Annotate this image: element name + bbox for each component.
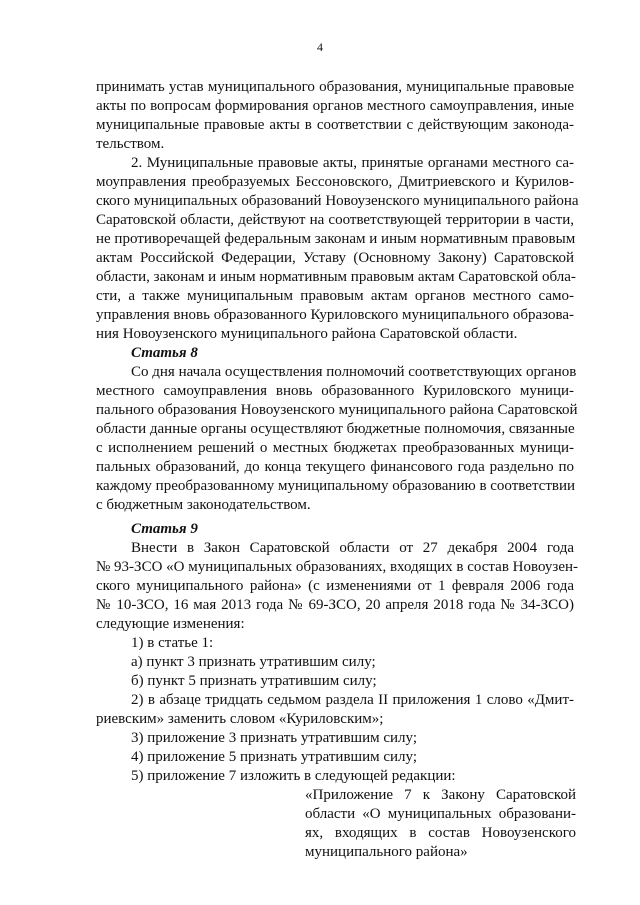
text-line: ского муниципального района» (с изменениями от 1 февраля 2006 года bbox=[96, 578, 574, 594]
text-line: Саратовской области, действуют на соответствующей территории в части, bbox=[96, 212, 574, 228]
text-line: области данные органы осуществляют бюджетные полномочия, связанные bbox=[96, 421, 575, 437]
text-line: пальных образований, до конца текущего финансового года раздельно по bbox=[96, 459, 574, 475]
article-9-heading: Статья 9 bbox=[131, 521, 198, 537]
text-line: моуправления преобразуемых Бессоновского, Дмитриевского и Курилов- bbox=[96, 174, 574, 190]
list-item: а) пункт 3 признать утратившим силу; bbox=[131, 654, 376, 670]
text-line: местного самоуправления вновь образованного Куриловского муници- bbox=[96, 383, 574, 399]
text-line: области, законам и иным нормативным правовым актам Саратовской обла- bbox=[96, 269, 576, 285]
list-item: 4) приложение 5 признать утратившим силу; bbox=[131, 749, 418, 765]
text-line: не противоречащей федеральным законам и иным нормативным правовым bbox=[96, 231, 576, 247]
text-line: управления вновь образованного Куриловского муниципального образова- bbox=[96, 307, 575, 323]
text-line: № 93-ЗСО «О муниципальных образованиях, входящих в состав Новоузен- bbox=[96, 559, 578, 575]
list-item: 5) приложение 7 изложить в следующей редакции: bbox=[131, 768, 456, 784]
text-line: № 10-ЗСО, 16 мая 2013 года № 69-ЗСО, 20 апреля 2018 года № 34-ЗСО) bbox=[96, 597, 574, 613]
appendix-quote-line: «Приложение 7 к Закону Саратовской bbox=[305, 787, 576, 803]
list-item: 3) приложение 3 признать утратившим силу; bbox=[131, 730, 418, 746]
list-item: б) пункт 5 признать утратившим силу; bbox=[131, 673, 377, 689]
text-line: следующие изменения: bbox=[96, 616, 245, 632]
text-line: каждому преобразованному муниципальному образованию в соответствии bbox=[96, 478, 576, 494]
text-line: ния Новоузенского муниципального района Саратовской области. bbox=[96, 326, 518, 342]
list-item: 2) в абзаце тридцать седьмом раздела II приложения 1 слово «Дмит- bbox=[131, 692, 574, 708]
list-item: риевским» заменить словом «Куриловским»; bbox=[96, 711, 384, 727]
text-line: с бюджетным законодательством. bbox=[96, 497, 311, 513]
text-line: пального образования Новоузенского муниципального района Саратовской bbox=[96, 402, 578, 418]
appendix-quote-line: области «О муниципальных образовани- bbox=[305, 806, 576, 822]
list-item: 1) в статье 1: bbox=[131, 635, 214, 651]
text-line: муниципальные правовые акты в соответствии с действующим законода- bbox=[96, 117, 574, 133]
text-line: тельством. bbox=[96, 136, 165, 152]
text-line: принимать устав муниципального образования, муниципальные правовые bbox=[96, 79, 574, 95]
text-line: Со дня начала осуществления полномочий соответствующих органов bbox=[131, 364, 577, 380]
appendix-quote-line: муниципального района» bbox=[305, 844, 468, 860]
text-line: сти, а также муниципальным правовым актам органов местного само- bbox=[96, 288, 574, 304]
text-line: актам Российской Федерации, Уставу (Основному Закону) Саратовской bbox=[96, 250, 574, 266]
appendix-quote-line: ях, входящих в состав Новоузенского bbox=[305, 825, 576, 841]
text-line: ского муниципальных образований Новоузенского муниципального района bbox=[96, 193, 579, 209]
text-line: с исполнением решений о местных бюджетах преобразованных муници- bbox=[96, 440, 574, 456]
page-number: 4 bbox=[317, 40, 323, 54]
text-line: акты по вопросам формирования органов местного самоуправления, иные bbox=[96, 98, 574, 114]
article-8-heading: Статья 8 bbox=[131, 345, 198, 361]
text-line: Внести в Закон Саратовской области от 27 декабря 2004 года bbox=[131, 540, 574, 556]
text-line: 2. Муниципальные правовые акты, принятые органами местного са- bbox=[131, 155, 574, 171]
